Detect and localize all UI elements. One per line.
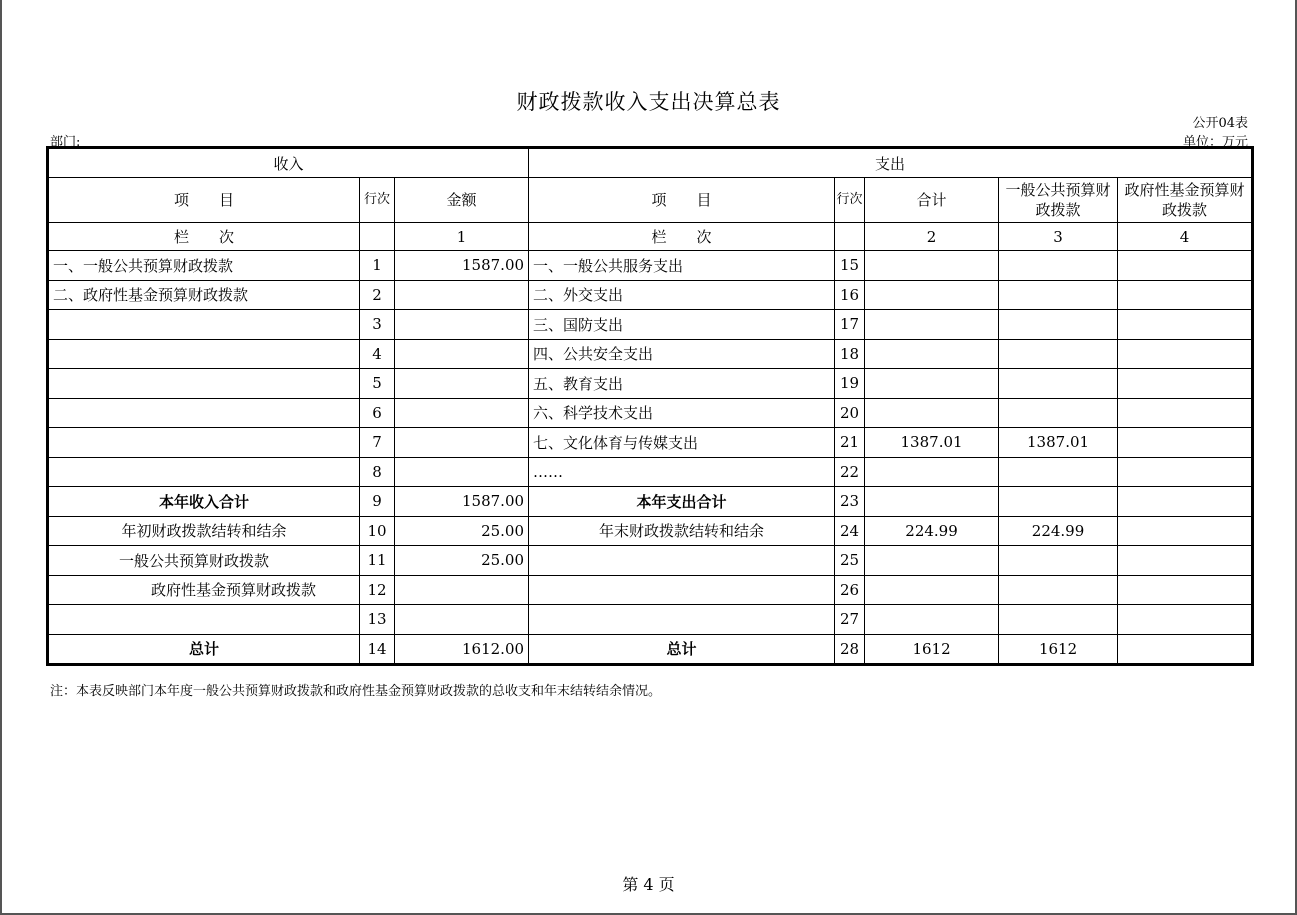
expense-general-budget-cell: [999, 487, 1118, 517]
expense-general-budget-cell: [999, 546, 1118, 576]
expense-total-cell: 1612: [865, 634, 999, 665]
expense-line-no-cell: 18: [835, 339, 865, 369]
income-column-label: 栏 次: [48, 223, 360, 251]
income-item-cell: [48, 339, 360, 369]
income-line-no-cell: 9: [360, 487, 395, 517]
department-label: 部门:: [50, 135, 81, 150]
income-line-no-cell: 4: [360, 339, 395, 369]
expense-total-cell: [865, 546, 999, 576]
income-item-cell: 二、政府性基金预算财政拨款: [48, 280, 360, 310]
expense-general-budget-cell: [999, 339, 1118, 369]
income-amount-cell: [395, 280, 529, 310]
income-amount-cell: 1587.00: [395, 487, 529, 517]
expense-item-header: 项 目: [529, 178, 835, 223]
expense-line-no-cell: 16: [835, 280, 865, 310]
income-item-cell: 一、一般公共预算财政拨款: [48, 251, 360, 281]
table-row: [48, 339, 1253, 369]
expense-total-cell: [865, 398, 999, 428]
form-number: 公开04表: [1192, 116, 1248, 131]
expense-item-cell: 六、科学技术支出: [529, 398, 835, 428]
table-row: [48, 605, 1253, 635]
expense-line-no-cell: 21: [835, 428, 865, 458]
income-column-number: 1: [395, 223, 529, 251]
expense-fund-budget-cell: [1118, 280, 1253, 310]
table-row: [48, 369, 1253, 399]
page-title: 财政拨款收入支出决算总表: [516, 90, 781, 114]
expense-fund-budget-cell: [1118, 457, 1253, 487]
expense-item-cell: ……: [529, 457, 835, 487]
table-note: 注：本表反映部门本年度一般公共预算财政拨款和政府性基金预算财政拨款的总收支和年末结转结余情况。: [50, 684, 662, 699]
income-amount-cell: [395, 575, 529, 605]
expense-total-cell: [865, 575, 999, 605]
expense-line-no-cell: 27: [835, 605, 865, 635]
table-row: [48, 310, 1253, 340]
expense-total-cell: [865, 280, 999, 310]
table-row: [48, 575, 1253, 605]
income-header: 收入: [48, 148, 529, 178]
expense-total-cell: [865, 605, 999, 635]
expense-line-no-cell: 26: [835, 575, 865, 605]
expense-fund-budget-cell: [1118, 339, 1253, 369]
income-line-no-blank: [360, 223, 395, 251]
expense-total-cell: 1387.01: [865, 428, 999, 458]
expense-total-cell: [865, 310, 999, 340]
income-line-no-cell: 14: [360, 634, 395, 665]
income-amount-cell: [395, 605, 529, 635]
general-budget-header: 一般公共预算财政拨款: [999, 178, 1118, 223]
fund-column-number: 4: [1118, 223, 1253, 251]
income-amount-cell: [395, 398, 529, 428]
expense-item-cell: [529, 575, 835, 605]
expense-general-budget-cell: [999, 310, 1118, 340]
expense-general-budget-cell: [999, 575, 1118, 605]
income-item-cell: [48, 310, 360, 340]
expense-line-no-cell: 19: [835, 369, 865, 399]
income-item-cell: 年初财政拨款结转和结余: [48, 516, 360, 546]
income-amount-cell: [395, 369, 529, 399]
income-line-no-cell: 8: [360, 457, 395, 487]
expense-line-no-header: 行次: [835, 178, 865, 223]
expense-general-budget-cell: [999, 369, 1118, 399]
expense-general-budget-cell: 1387.01: [999, 428, 1118, 458]
expense-fund-budget-cell: [1118, 546, 1253, 576]
income-item-cell: 一般公共预算财政拨款: [48, 546, 360, 576]
table-row: [48, 546, 1253, 576]
expense-total-cell: [865, 457, 999, 487]
income-line-no-cell: 5: [360, 369, 395, 399]
expense-fund-budget-cell: [1118, 428, 1253, 458]
income-item-cell: [48, 605, 360, 635]
income-line-no-cell: 10: [360, 516, 395, 546]
expense-general-budget-cell: 1612: [999, 634, 1118, 665]
page-number: 第 4 页: [622, 875, 675, 894]
expense-header: 支出: [529, 148, 1253, 178]
expense-item-cell: 年末财政拨款结转和结余: [529, 516, 835, 546]
expense-general-budget-cell: [999, 251, 1118, 281]
total-column-number: 2: [865, 223, 999, 251]
income-item-cell: [48, 398, 360, 428]
income-line-no-cell: 1: [360, 251, 395, 281]
income-amount-cell: 25.00: [395, 516, 529, 546]
table-row: [48, 398, 1253, 428]
income-item-cell: [48, 457, 360, 487]
expense-fund-budget-cell: [1118, 310, 1253, 340]
income-amount-cell: [395, 457, 529, 487]
expense-fund-budget-cell: [1118, 251, 1253, 281]
table-row: [48, 487, 1253, 517]
expense-line-no-blank: [835, 223, 865, 251]
fund-budget-header: 政府性基金预算财政拨款: [1118, 178, 1253, 223]
table-row: [48, 251, 1253, 281]
expense-general-budget-cell: [999, 280, 1118, 310]
income-line-no-cell: 13: [360, 605, 395, 635]
expense-fund-budget-cell: [1118, 369, 1253, 399]
table-row: [48, 516, 1253, 546]
column-number-row: [48, 223, 1253, 251]
expense-item-cell: 四、公共安全支出: [529, 339, 835, 369]
expense-item-cell: [529, 546, 835, 576]
expense-item-cell: 五、教育支出: [529, 369, 835, 399]
expense-total-cell: [865, 487, 999, 517]
expense-fund-budget-cell: [1118, 605, 1253, 635]
expense-total-cell: [865, 339, 999, 369]
expense-item-cell: 七、文化体育与传媒支出: [529, 428, 835, 458]
income-item-cell: 本年收入合计: [48, 487, 360, 517]
expense-item-cell: 本年支出合计: [529, 487, 835, 517]
expense-line-no-cell: 24: [835, 516, 865, 546]
income-line-no-cell: 11: [360, 546, 395, 576]
expense-column-label: 栏 次: [529, 223, 835, 251]
income-item-header: 项 目: [48, 178, 360, 223]
table-row: [48, 457, 1253, 487]
section-header-row: [48, 148, 1253, 178]
expense-item-cell: [529, 605, 835, 635]
income-line-no-cell: 7: [360, 428, 395, 458]
income-amount-cell: 1612.00: [395, 634, 529, 665]
income-line-no-header: 行次: [360, 178, 395, 223]
income-amount-header: 金额: [395, 178, 529, 223]
expense-item-cell: 总计: [529, 634, 835, 665]
income-item-cell: [48, 428, 360, 458]
expense-fund-budget-cell: [1118, 487, 1253, 517]
income-amount-cell: [395, 428, 529, 458]
income-line-no-cell: 6: [360, 398, 395, 428]
income-line-no-cell: 2: [360, 280, 395, 310]
income-line-no-cell: 12: [360, 575, 395, 605]
expense-general-budget-cell: [999, 398, 1118, 428]
expense-item-cell: 二、外交支出: [529, 280, 835, 310]
expense-line-no-cell: 25: [835, 546, 865, 576]
expense-total-header: 合计: [865, 178, 999, 223]
column-header-row: [48, 178, 1253, 223]
expense-line-no-cell: 17: [835, 310, 865, 340]
unit-label: 单位：万元: [1182, 135, 1248, 150]
expense-general-budget-cell: 224.99: [999, 516, 1118, 546]
expense-line-no-cell: 28: [835, 634, 865, 665]
table-row: [48, 280, 1253, 310]
expense-fund-budget-cell: [1118, 398, 1253, 428]
expense-item-cell: 三、国防支出: [529, 310, 835, 340]
expense-fund-budget-cell: [1118, 575, 1253, 605]
income-amount-cell: 1587.00: [395, 251, 529, 281]
expense-line-no-cell: 23: [835, 487, 865, 517]
expense-fund-budget-cell: [1118, 516, 1253, 546]
income-line-no-cell: 3: [360, 310, 395, 340]
expense-line-no-cell: 20: [835, 398, 865, 428]
table-row: [48, 634, 1253, 665]
expense-line-no-cell: 15: [835, 251, 865, 281]
table-row: [48, 428, 1253, 458]
income-item-cell: [48, 369, 360, 399]
expense-item-cell: 一、一般公共服务支出: [529, 251, 835, 281]
expense-total-cell: 224.99: [865, 516, 999, 546]
expense-general-budget-cell: [999, 457, 1118, 487]
expense-general-budget-cell: [999, 605, 1118, 635]
budget-summary-table: [46, 146, 1254, 666]
income-item-cell: 总计: [48, 634, 360, 665]
expense-fund-budget-cell: [1118, 634, 1253, 665]
income-item-cell: 政府性基金预算财政拨款: [48, 575, 360, 605]
expense-total-cell: [865, 251, 999, 281]
income-amount-cell: [395, 339, 529, 369]
expense-total-cell: [865, 369, 999, 399]
income-amount-cell: 25.00: [395, 546, 529, 576]
expense-line-no-cell: 22: [835, 457, 865, 487]
general-column-number: 3: [999, 223, 1118, 251]
income-amount-cell: [395, 310, 529, 340]
